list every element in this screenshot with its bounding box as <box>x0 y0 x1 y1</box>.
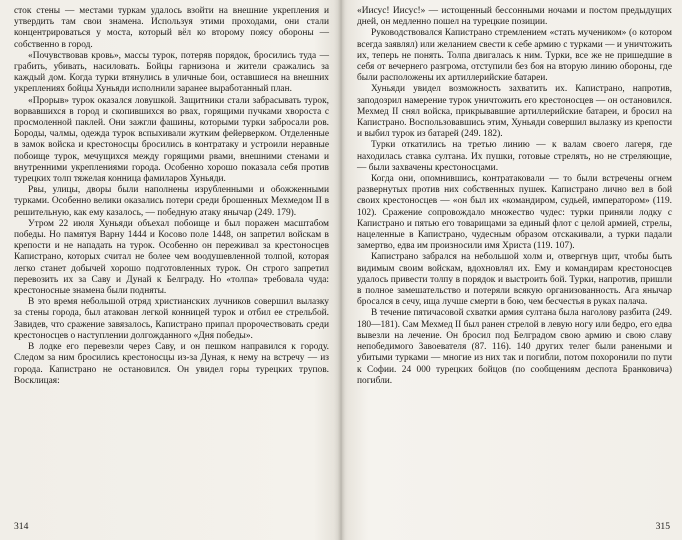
paragraph: В это время небольшой отряд христианских лучников совершил вылазку за стены города, был атакован легкой конницей турок и отбил ее стрельбой. Завидев, что сражение завязалось, Капистрано припал пророчествовать среди крестоносцев о наступлении долгожданного «Дня победы». <box>14 297 329 341</box>
paragraph: «Прорыв» турок оказался ловушкой. Защитники стали забрасывать турок, ворвавшихся в город и скопившихся во рвах, горящими пучками хвороста с просмоленной паклей. Они зажгли фашины, которыми турки забросали ров. Бороды, чалмы, одежда турок вспыхивали жутким фейерверком. Отделенные в замок войска и крестоносцы бросились в контратаку и устроили неравные побоище турок, мечущихся между горящими рвами, внешними стенами и внутренними укреплениями города. Особенно хорошо показала себя против турецких толп тяжелая конница фамиларов Хуньяди. <box>14 95 329 185</box>
paragraph: Руководствовался Капистрано стремлением «стать мучеником» (о котором всегда заявлял) или желанием свести к себе армию с турками — и уничтожить их, теперь не понять. Толпа двигалась к ним. Турки, все же не пришедшие в себя от вечернего разгрома, отступили без боя на вторую линию обороны, где были расположены их артиллерийские батареи. <box>357 28 672 84</box>
paragraph: Капистрано забрался на небольшой холм и, отвергнув щит, чтобы быть видимым своим войскам, вдохновлял их. Ему и командирам крестоносцев удалось привести толпу в порядок и выстроить бой. Турки, напротив, пришли в полное замешательство и потеряли всякую организованность. Ага янычар бросался в сечу, ища лучше смерти в бою, чем бесчестья в руках палача. <box>357 252 672 308</box>
paragraph: Когда они, опомнившись, контратаковали — то были встречены огнем развернутых против них собственных пушек. Капистрано лично вел в бой своих крестоносцев — «он был их «командиром, судьей, императором» (119. 102). Сражение сопровождало множество чудес: турки приняли лодку с Капистрано и пятью его товарищами за единый флот с целой армией, стрелы, нацеленные в Капистрано, чудесным образом отскакивали, а турки падали замертво, едва им произносили имя Христа (119. 107). <box>357 174 672 252</box>
paragraph: Утром 22 июля Хуньяди объехал побоище и был поражен масштабом победы. Но памятуя Варну 1444 и Косово поле 1448, он запретил войскам в крепости и не нападать на турок. Особенно он переживал за крестоносцев Капистрано, которых считал не более чем воодушевленной толпой, которая легко станет добычей хорошо подготовленных турок. Он строго запретил перевозить их за Саву и Дунай к Белграду. Но «толпа» требовала чуда: крестоносные знамена были подняты. <box>14 218 329 297</box>
paragraph: Турки откатились на третью линию — к валам своего лагеря, где находилась ставка султана. Их пушки, готовые стрелять, но не стреляющие, — были захвачены крестоносцами. <box>357 140 672 173</box>
page-number-right: 315 <box>655 521 670 532</box>
right-page-text <box>357 6 672 387</box>
paragraph: «Почувствовав кровь», массы турок, потеряв порядок, бросились туда — грабить, убивать, насиловать. Бойцы гарнизона и жители сражались за каждый дом. Когда турки втянулись в уличные бои, оставшиеся на внешних укреплениях бойцы Хуньяди исполнили заранее выработанный план. <box>14 50 329 95</box>
paragraph: В течение пятичасовой схватки армия султана была наголову разбита (249. 180—181). Сам Мехмед II был ранен стрелой в левую ногу или бедро, его едва вывезли на лечение. Он бросил под Белградом свою армию и свою славу непобедимого Завоевателя (87. 116). 140 других телег были ранеными и убитыми турками — многие из них так и погибли, потом похоронили по пути к Софии. 24 000 турецких бойцов (по сообщениям деспота Бранковича) погибли. <box>357 308 673 386</box>
paragraph: Хуньяди увидел возможность захватить их. Капистрано, напротив, заподозрил намерение турок уничтожить его крестоносцев — он остановился. Мехмед II снял войска, прикрывавшие артиллерийские батареи, и бросил на Капистрано. Воспользовавшись этим, Хуньяди совершил вылазку из крепости и выбил турок из батарей (249. 182). <box>357 84 672 140</box>
paragraph: сток стены — местами туркам удалось взойти на внешние укрепления и утвердить там свои знамена. Используя этими проходами, они стали концентрироваться у моста, который вёл ко второму поясу обороны — собственно в город. <box>14 6 329 50</box>
left-page-text <box>14 6 329 387</box>
page-number-left: 314 <box>14 521 29 532</box>
paragraph: В лодке его перевезли через Саву, и он пешком направился к городу. Следом за ним бросились крестоносцы из-за Дуная, к нему на встречу — из города. Капистрано не остановился. Он увидел горы турецких трупов. Восклицая: <box>14 342 329 386</box>
right-page <box>341 0 682 540</box>
paragraph: Рвы, улицы, дворы были наполнены изрубленными и обожженными турками. Особенно велики оказались потери среди брошенных Мехмедом II в решительную, как ему казалось, — победную атаку янычар (249. 179). <box>14 185 329 218</box>
paragraph: «Иисус! Иисус!» — истощенный бессонными ночами и постом предыдущих дней, он медленно пошел на турецкие позиции. <box>357 6 672 28</box>
